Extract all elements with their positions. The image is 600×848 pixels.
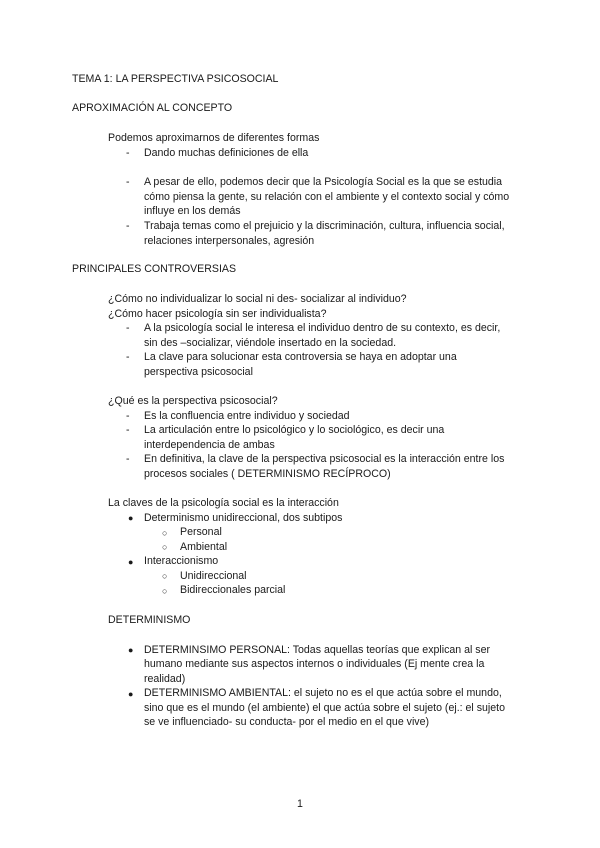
page-number: 1 (297, 798, 303, 810)
bullet-marker: ● (128, 513, 134, 523)
list-item-line: La articulación entre lo psicológico y lo sociológico, es decir una (144, 424, 445, 436)
list-item-line: Dando muchas definiciones de ella (144, 147, 309, 159)
bullet-item-line: humano mediante sus aspectos internos o individuales (Ej mente crea la (144, 658, 485, 670)
bullet-item-line: DETERMINISMO AMBIENTAL: el sujeto no es el que actúa sobre el mundo, (144, 687, 502, 699)
dash-marker: - (126, 424, 130, 436)
bullet-item-line: sino que es el mundo (el ambiente) el que actúa sobre el sujeto (ej.: el sujeto (144, 701, 505, 714)
question-line: ¿Qué es la perspectiva psicosocial? (108, 395, 278, 407)
dash-marker: - (126, 176, 130, 188)
sub-item-line: Bidireccionales parcial (180, 584, 286, 596)
list-item-line: relaciones interpersonales, agresión (144, 234, 315, 247)
sub-item-line: Ambiental (180, 540, 228, 553)
bullet-marker: ● (128, 645, 134, 655)
list-item-line: En definitiva, la clave de la perspectiva psicosocial es la interacción entre los (144, 453, 505, 465)
list-item-line: influye en los demás (144, 205, 241, 217)
bullet-item-line: Determinismo unidireccional, dos subtipos (144, 511, 343, 524)
question-line: ¿Cómo no individualizar lo social ni des- socializar al individuo? (108, 293, 407, 305)
list-item-line: A pesar de ello, podemos decir que la Psicología Social es la que se estudia (144, 176, 503, 188)
circle-marker: ○ (162, 571, 168, 581)
dash-marker: - (126, 322, 130, 334)
list-item-line: sin des –socializar, viéndole insertado en la sociedad. (144, 336, 397, 349)
circle-marker: ○ (162, 585, 168, 596)
bullet-marker: ● (128, 688, 134, 699)
bullet-item-line: DETERMINSIMO PERSONAL: Todas aquellas teorías que explican al ser (144, 643, 491, 656)
dash-marker: - (126, 409, 130, 422)
list-item-line: A la psicología social le interesa el individuo dentro de su contexto, es decir, (144, 322, 501, 334)
section-heading-controversias: PRINCIPALES CONTROVERSIAS (72, 263, 237, 275)
section-heading-aproximacion: APROXIMACIÓN AL CONCEPTO (72, 102, 233, 114)
list-item-line: perspectiva psicosocial (144, 365, 253, 378)
list-item-line: interdependencia de ambas (144, 438, 275, 451)
list-item-line: procesos sociales ( DETERMINISMO RECÍPROCO) (144, 467, 391, 480)
sub-item-line: Personal (180, 526, 222, 538)
question-line: ¿Cómo hacer psicología sin ser individualista? (108, 307, 327, 320)
bullet-item-line: se ve influenciado- su conducta- por el medio en el que vive) (144, 716, 430, 728)
paragraph-intro: Podemos aproximarnos de diferentes formas (108, 132, 320, 144)
circle-marker: ○ (162, 527, 168, 538)
dash-marker: - (126, 147, 130, 159)
dash-marker: - (126, 351, 130, 363)
list-item-line: La clave para solucionar esta controversia se haya en adoptar una (144, 351, 457, 363)
circle-marker: ○ (162, 542, 168, 552)
paragraph-claves: La claves de la psicología social es la interacción (108, 497, 339, 509)
section-heading-determinismo: DETERMINISMO (108, 614, 191, 626)
sub-item-line: Unidireccional (180, 569, 247, 582)
list-item-line: Trabaja temas como el prejuicio y la discriminación, cultura, influencia social, (144, 220, 505, 232)
dash-marker: - (126, 220, 130, 232)
document-title: TEMA 1: LA PERSPECTIVA PSICOSOCIAL (72, 73, 279, 85)
dash-marker: - (126, 453, 130, 465)
bullet-item-line: realidad) (144, 672, 186, 685)
list-item-line: Es la confluencia entre individuo y sociedad (144, 409, 350, 422)
list-item-line: cómo piensa la gente, su relación con el ambiente y el contexto social y cómo (144, 190, 510, 203)
bullet-item-line: Interaccionismo (144, 555, 219, 567)
bullet-marker: ● (128, 556, 134, 567)
